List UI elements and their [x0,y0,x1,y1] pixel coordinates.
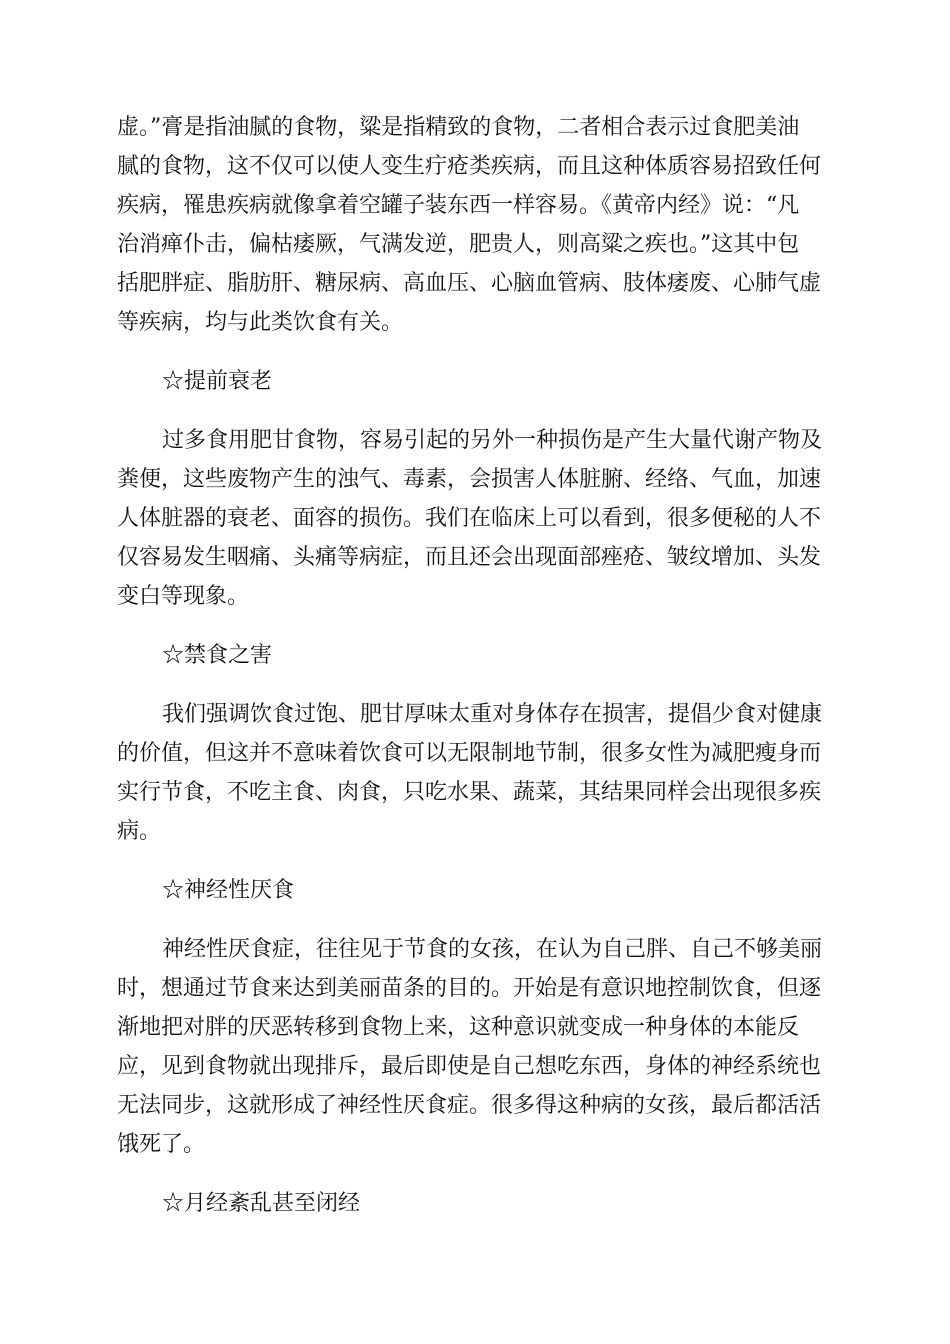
text-line: 渐地把对胖的厌恶转移到食物上来，这种意识就变成一种身体的本能反 [117,1015,800,1040]
paragraph-intro [117,108,837,342]
section-heading-anorexia: ☆神经性厌食 [162,878,295,903]
text-line: 神经性厌食症，往往见于节食的女孩，在认为自己胖、自己不够美丽 [162,937,823,962]
paragraph-anorexia [117,930,837,1164]
text-line: 疾病，罹患疾病就像拿着空罐子装东西一样容易。《黄帝内经》说：“凡 [117,193,800,218]
section-heading-fasting-harm: ☆禁食之害 [162,643,273,668]
text-line: 粪便，这些废物产生的浊气、毒素，会损害人体脏腑、经络、气血，加速 [117,467,822,492]
text-line: 人体脏器的衰老、面容的损伤。我们在临床上可以看到，很多便秘的人不 [117,506,822,531]
text-line: 治消瘅仆击，偏枯痿厥，气满发逆，肥贵人，则高粱之疾也。”这其中包 [117,232,800,257]
text-line: 括肥胖症、脂肪肝、糖尿病、高血压、心脑血管病、肢体痿废、心肺气虚 [117,271,822,296]
text-line: 我们强调饮食过饱、肥甘厚味太重对身体存在损害，提倡少食对健康 [162,702,823,727]
text-line: 过多食用肥甘食物，容易引起的另外一种损伤是产生大量代谢产物及 [162,428,823,453]
text-line: 无法同步，这就形成了神经性厌食症。很多得这种病的女孩，最后都活活 [117,1093,822,1118]
text-line: 应，见到食物就出现排斥，最后即使是自己想吃东西，身体的神经系统也 [117,1054,822,1079]
text-line: 变白等现象。 [117,584,250,609]
text-line: 的价值，但这并不意味着饮食可以无限制地节制，很多女性为减肥瘦身而 [117,741,822,766]
text-line: 时，想通过节食来达到美丽苗条的目的。开始是有意识地控制饮食，但逐 [117,976,822,1001]
text-line: 饿死了。 [117,1132,206,1157]
text-line: 虚。”膏是指油腻的食物，粱是指精致的食物，二者相合表示过食肥美油 [117,115,800,140]
text-line: 腻的食物，这不仅可以使人变生疔疮类疾病，而且这种体质容易招致任何 [117,154,822,179]
document-page [117,108,837,1223]
section-heading-menstrual-disorder: ☆月经紊乱甚至闭经 [162,1191,361,1216]
section-heading-premature-aging: ☆提前衰老 [162,369,273,394]
paragraph-fasting-harm [117,695,837,851]
paragraph-premature-aging [117,421,837,616]
text-line: 实行节食，不吃主食、肉食，只吃水果、蔬菜，其结果同样会出现很多疾 [117,780,822,805]
text-line: 等疾病，均与此类饮食有关。 [117,310,404,335]
text-line: 病。 [117,819,162,844]
text-line: 仅容易发生咽痛、头痛等病症，而且还会出现面部痤疮、皱纹增加、头发 [117,545,822,570]
